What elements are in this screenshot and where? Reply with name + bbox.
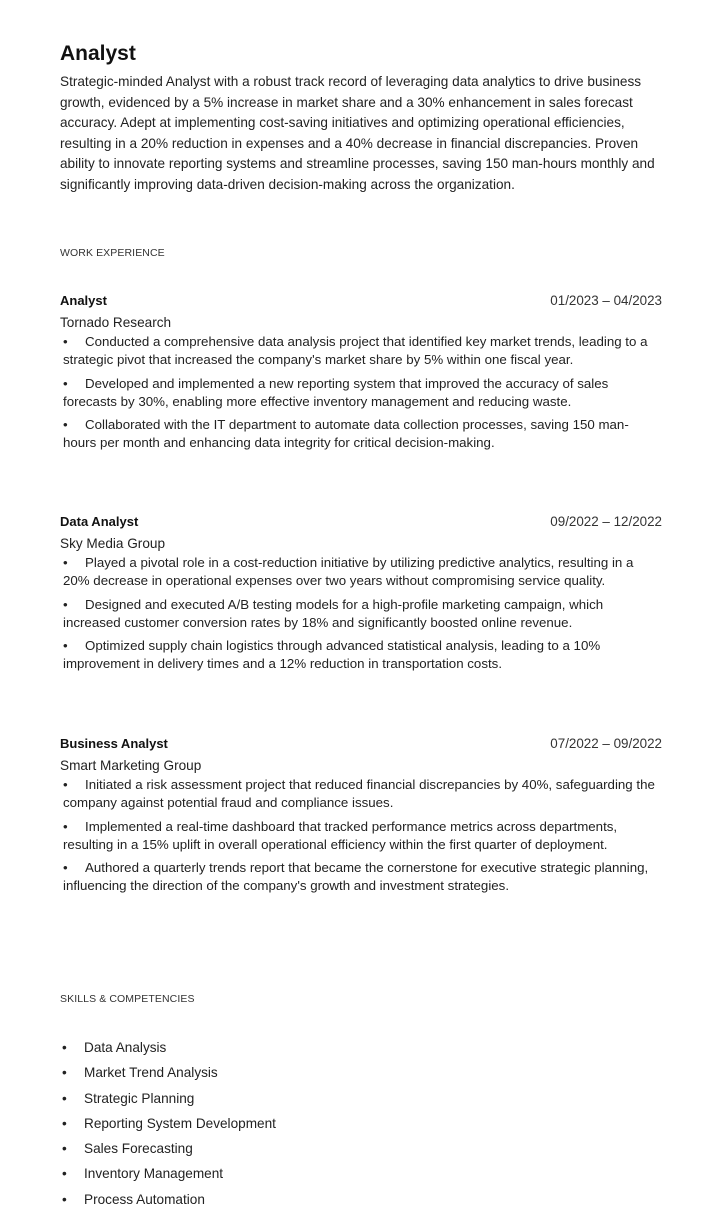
job-entry: [60, 293, 662, 458]
bullet-icon: •: [62, 1090, 67, 1106]
skill-item: [62, 1060, 276, 1085]
job-bullet-list: [60, 554, 662, 674]
skill-label: Reporting System Development: [84, 1115, 276, 1131]
skill-item: [62, 1086, 276, 1111]
job-bullet: [63, 859, 662, 896]
work-experience-heading: WORK EXPERIENCE: [60, 247, 165, 259]
job-bullet: [63, 333, 662, 370]
job-bullet: [63, 818, 662, 855]
job-bullet-text: Collaborated with the IT department to automate data collection processes, saving 150 man-hours per month and enhancing data integrity for critical decision-making.: [63, 417, 629, 451]
bullet-icon: •: [63, 375, 68, 391]
bullet-icon: •: [62, 1115, 67, 1131]
skills-heading: SKILLS & COMPETENCIES: [60, 993, 195, 1005]
bullet-icon: •: [62, 1166, 67, 1182]
resume-name-heading: Analyst: [60, 42, 136, 65]
skill-label: Process Automation: [84, 1191, 205, 1207]
job-bullet-text: Developed and implemented a new reporting system that improved the accuracy of sales forecasts by 30%, enabling more effective inventory management and reducing waste.: [63, 375, 609, 409]
job-bullet: [63, 375, 662, 412]
job-bullet-text: Implemented a real-time dashboard that tracked performance metrics across departments, resulting in a 15% uplift in overall operational efficiency within the first quarter of deployment.: [63, 818, 618, 852]
bullet-icon: •: [62, 1191, 67, 1207]
skill-label: Market Trend Analysis: [84, 1065, 218, 1081]
job-bullet: [63, 596, 662, 633]
job-bullet-text: Optimized supply chain logistics through advanced statistical analysis, leading to a 10% improvement in delivery times and a 12% reduction in transportation costs.: [63, 638, 601, 672]
skill-item: [62, 1111, 276, 1136]
job-dates: 09/2022 – 12/2022: [550, 514, 662, 529]
job-title: Analyst: [60, 293, 107, 308]
job-title: Data Analyst: [60, 514, 139, 529]
job-bullet: [63, 637, 662, 674]
skill-item: [62, 1136, 276, 1161]
job-company: Smart Marketing Group: [60, 758, 202, 773]
skill-label: Data Analysis: [84, 1040, 167, 1055]
professional-summary: Strategic-minded Analyst with a robust track record of leveraging data analytics to drive business growth, evidenced by a 5% increase in market share and a 30% enhancement in sales forecast accuracy. Adept at implementing cost-saving initiatives and optimizing operational efficiencies, resulting in a 20% reduction in expenses and a 40% decrease in financial discrepancies. Proven ability to innovate reporting systems and streamline processes, saving 150 man-hours monthly and significantly improving data-driven decision-making across the organization.: [60, 74, 655, 192]
bullet-icon: •: [63, 555, 68, 570]
bullet-icon: •: [62, 1141, 67, 1157]
job-company: Sky Media Group: [60, 536, 166, 551]
job-bullet: [63, 776, 662, 813]
job-company: Tornado Research: [60, 315, 172, 330]
skill-label: Sales Forecasting: [84, 1141, 193, 1157]
bullet-icon: •: [63, 638, 68, 654]
bullet-icon: •: [63, 860, 68, 876]
bullet-icon: •: [63, 818, 68, 834]
skill-item: [62, 1187, 276, 1212]
job-title: Business Analyst: [60, 736, 168, 751]
job-bullet-list: [60, 333, 662, 453]
job-bullet-text: Played a pivotal role in a cost-reduction initiative by utilizing predictive analytics, resulting in a 20% decrease in operational expenses over two years without compromising service quality.: [63, 555, 634, 589]
bullet-icon: •: [63, 417, 68, 433]
bullet-icon: •: [63, 334, 68, 349]
job-bullet-text: Initiated a risk assessment project that reduced financial discrepancies by 40%, safeguarding the company against potential fraud and compliance issues.: [63, 777, 655, 811]
job-dates: 07/2022 – 09/2022: [550, 736, 662, 751]
job-dates: 01/2023 – 04/2023: [550, 293, 662, 308]
job-bullet: [63, 416, 662, 453]
job-entry: [60, 736, 662, 901]
job-bullet-text: Designed and executed A/B testing models for a high-profile marketing campaign, which increased customer conversion rates by 18% and significantly boosted online revenue.: [63, 596, 604, 630]
job-bullet: [63, 554, 662, 591]
bullet-icon: •: [62, 1065, 67, 1081]
job-entry: [60, 514, 662, 679]
bullet-icon: •: [63, 596, 68, 612]
skill-label: Inventory Management: [84, 1166, 224, 1182]
skills-list: [62, 1035, 276, 1212]
skill-label: Strategic Planning: [84, 1090, 195, 1106]
bullet-icon: •: [62, 1040, 67, 1055]
job-bullet-text: Conducted a comprehensive data analysis project that identified key market trends, leading to a strategic pivot that increased the company's market share by 5% within one fiscal year.: [63, 334, 648, 368]
bullet-icon: •: [63, 777, 68, 792]
job-bullet-list: [60, 776, 662, 896]
skill-item: [62, 1161, 276, 1186]
skill-item: [62, 1035, 276, 1060]
job-bullet-text: Authored a quarterly trends report that became the cornerstone for executive strategic planning, influencing the direction of the company's growth and investment strategies.: [63, 860, 649, 894]
